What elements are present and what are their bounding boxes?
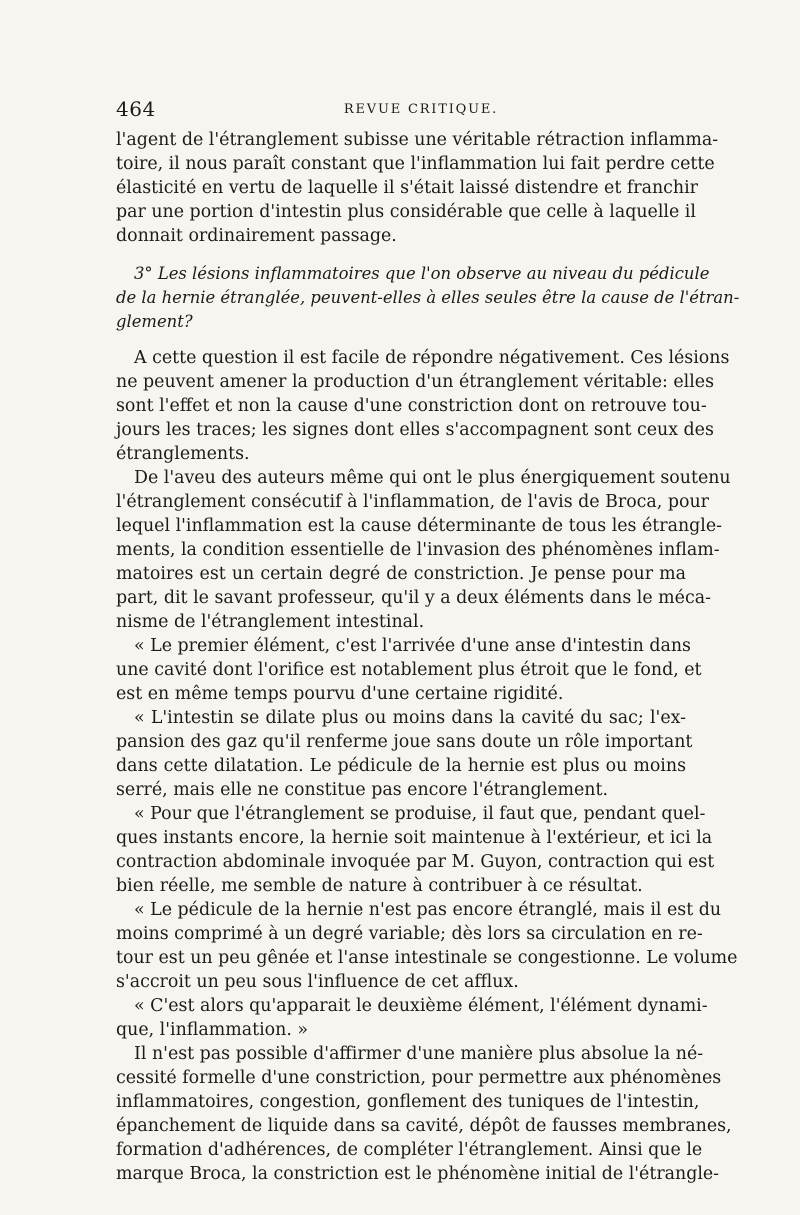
- spacer: [116, 334, 686, 346]
- spacer: [116, 248, 686, 262]
- text-line: donnait ordinairement passage.: [116, 226, 397, 246]
- text-line: tour est un peu gênée et l'anse intestinale se congestionne. Le volume: [116, 948, 738, 968]
- text-line: ques instants encore, la hernie soit maintenue à l'extérieur, et ici la: [116, 828, 713, 848]
- text-line: élasticité en vertu de laquelle il s'était laissé distendre et franchir: [116, 178, 698, 198]
- text-line: jours les traces; les signes dont elles s'accompagnent sont ceux des: [116, 420, 714, 440]
- text-line: contraction abdominale invoquée par M. Guyon, contraction qui est: [116, 852, 715, 872]
- page-number: 464: [116, 97, 156, 121]
- text-line: nisme de l'étranglement intestinal.: [116, 612, 425, 632]
- text-line: formation d'adhérences, de compléter l'étranglement. Ainsi que le: [116, 1140, 703, 1160]
- text-line: « Le pédicule de la hernie n'est pas encore étranglé, mais il est du: [134, 900, 722, 920]
- text-line: ments, la condition essentielle de l'invasion des phénomènes inflam-: [116, 540, 720, 560]
- text-line: « L'intestin se dilate plus ou moins dans la cavité du sac; l'ex-: [134, 708, 686, 728]
- text-line: dans cette dilatation. Le pédicule de la hernie est plus ou moins: [116, 756, 686, 776]
- text-line: pansion des gaz qu'il renferme joue sans doute un rôle important: [116, 732, 693, 752]
- text-line: serré, mais elle ne constitue pas encore l'étranglement.: [116, 780, 608, 800]
- question-line: de la hernie étranglée, peuvent-elles à elles seules être la cause de l'étran-: [116, 288, 740, 307]
- text-line: cessité formelle d'une constriction, pour permettre aux phénomènes: [116, 1068, 722, 1088]
- text-line: sont l'effet et non la cause d'une constriction dont on retrouve tou-: [116, 396, 707, 416]
- text-line: « Pour que l'étranglement se produise, il faut que, pendant quel-: [134, 804, 706, 824]
- paragraph-2: [116, 346, 730, 466]
- text-line: bien réelle, me semble de nature à contribuer à ce résultat.: [116, 876, 643, 896]
- text-line: est en même temps pourvu d'une certaine rigidité.: [116, 684, 564, 704]
- paragraph-7: [116, 898, 738, 994]
- paragraph-8: [116, 994, 708, 1042]
- text-line: A cette question il est facile de répondre négativement. Ces lésions: [134, 348, 730, 368]
- paragraph-9: [116, 1042, 732, 1186]
- question-line: glement?: [116, 312, 193, 331]
- text-line: toire, il nous paraît constant que l'inflammation lui fait perdre cette: [116, 154, 715, 174]
- paragraph-6: [116, 802, 715, 898]
- text-line: matoires est un certain degré de constriction. Je pense pour ma: [116, 564, 686, 584]
- text-line: inflammatoires, congestion, gonflement des tuniques de l'intestin,: [116, 1092, 700, 1112]
- text-line: étranglements.: [116, 444, 250, 464]
- text-line: lequel l'inflammation est la cause déterminante de tous les étrangle-: [116, 516, 723, 536]
- text-line: l'agent de l'étranglement subisse une véritable rétraction inflamma-: [116, 130, 719, 150]
- paragraph-3: [116, 466, 731, 634]
- text-line: moins comprimé à un degré variable; dès lors sa circulation en re-: [116, 924, 703, 944]
- text-line: ne peuvent amener la production d'un étranglement véritable: elles: [116, 372, 714, 392]
- text-line: une cavité dont l'orifice est notablement plus étroit que le fond, et: [116, 660, 702, 680]
- text-line: Il n'est pas possible d'affirmer d'une manière plus absolue la né-: [134, 1044, 704, 1064]
- question-heading: [116, 262, 740, 334]
- paragraph-1: [116, 128, 719, 248]
- text-line: De l'aveu des auteurs même qui ont le plus énergiquement soutenu: [134, 468, 731, 488]
- text-line: marque Broca, la constriction est le phénomène initial de l'étrangle-: [116, 1164, 720, 1184]
- text-line: épanchement de liquide dans sa cavité, dépôt de fausses membranes,: [116, 1116, 732, 1136]
- paragraph-5: [116, 706, 693, 802]
- text-line: l'étranglement consécutif à l'inflammation, de l'avis de Broca, pour: [116, 492, 709, 512]
- text-line: s'accroit un peu sous l'influence de cet afflux.: [116, 972, 519, 992]
- question-line: 3° Les lésions inflammatoires que l'on observe au niveau du pédicule: [134, 264, 710, 283]
- text-line: « Le premier élément, c'est l'arrivée d'une anse d'intestin dans: [134, 636, 691, 656]
- body-text: [116, 128, 740, 1186]
- text-line: par une portion d'intestin plus considérable que celle à laquelle il: [116, 202, 696, 222]
- text-line: part, dit le savant professeur, qu'il y a deux éléments dans le méca-: [116, 588, 711, 608]
- running-head: [116, 97, 686, 123]
- text-line: que, l'inflammation. »: [116, 1020, 309, 1040]
- paragraph-4: [116, 634, 702, 706]
- journal-title: REVUE CRITIQUE.: [343, 102, 499, 117]
- text-line: « C'est alors qu'apparait le deuxième élément, l'élément dynami-: [134, 996, 708, 1016]
